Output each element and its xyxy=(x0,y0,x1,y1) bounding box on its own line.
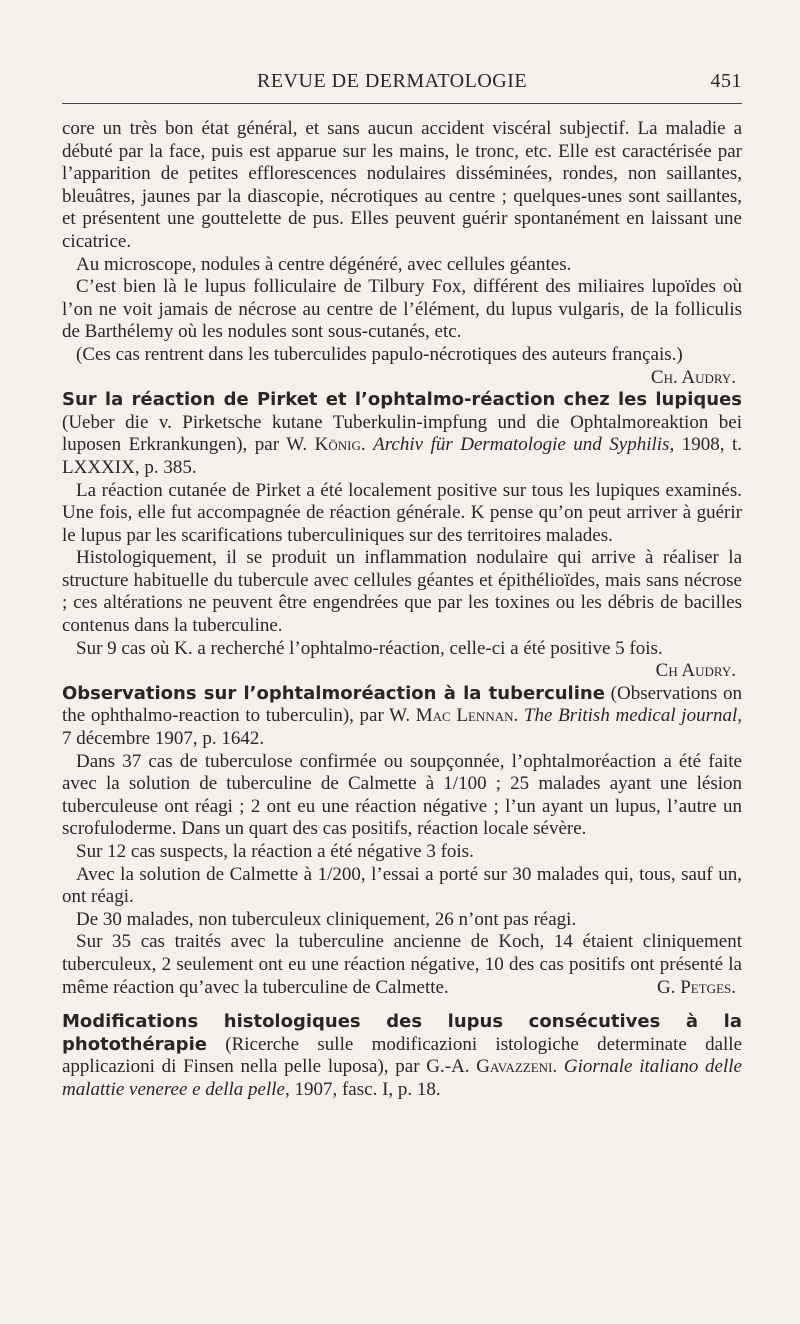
author-signature: Ch Audry. xyxy=(655,660,736,682)
journal-title: REVUE DE DERMATOLOGIE xyxy=(257,70,528,92)
paragraph: Sur 12 cas suspects, la réaction a été négative 3 fois. xyxy=(76,841,474,862)
paragraph: Histologiquement, il se produit un inflammation nodulaire qui arrive à réaliser la structure habituelle du tubercule avec cellules géantes et épithélioïdes, mais sans nécrose ; ces altérations ne peuvent être engendrées que par les toxines ou les débris de bacilles contenus dans la tuberculine. xyxy=(62,547,742,637)
paragraph xyxy=(62,343,742,388)
article-title: Sur la réaction de Pirket et l’ophtalmo-réaction chez les lupiques xyxy=(62,389,742,411)
article-citation: (Observations on the ophthalmo-reaction to tuberculin), par W. xyxy=(62,682,742,727)
article-title: Observations sur l’ophtalmoréaction à la tuberculine xyxy=(62,682,605,704)
citation-details: 7 décembre 1907, p. 1642. xyxy=(62,728,265,750)
paragraph: Au microscope, nodules à centre dégénéré, avec cellules géantes. xyxy=(76,253,572,275)
journal-name: Archiv für Dermatologie und Syphilis, xyxy=(373,434,675,456)
article-author: Gavazzeni xyxy=(476,1056,553,1078)
paragraph: C’est bien là le lupus folliculaire de Tilbury Fox, différent des miliaires lupoïdes où l’on ne voit jamais de nécrose au centre de l’élément, du lupus vulgaris, de la folliculis de Barthélemy où les nodules sont sous-cutanés, etc. xyxy=(62,276,742,343)
paragraph-text: Sur 9 cas où K. a recherché l’ophtalmo-réaction, celle-ci a été positive 5 fois. xyxy=(76,637,663,659)
paragraph-text: Sur 35 cas traités avec la tuberculine ancienne de Koch, 14 étaient cliniquement tuberculeux, 2 seulement ont eu une réaction négative, 10 des cas positifs ont présenté la même réaction qu’avec la tuberculine de Calmette. xyxy=(62,931,742,998)
paragraph: Dans 37 cas de tuberculose confirmée ou soupçonnée, l’ophtalmoréaction a été faite avec la solution de tuberculine de Calmette à 1/100 ; 25 malades ayant une lésion tuberculeuse ont réagi ; 2 ont eu une réaction négative ; l’un ayant un lupus, l’autre un scrofuloderme. Dans un quart des cas positifs, réaction locale sévère. xyxy=(62,750,742,840)
body-text xyxy=(62,118,742,1102)
paragraph-text: (Ces cas rentrent dans les tuberculides papulo-nécrotiques des auteurs français.) xyxy=(76,343,683,365)
journal-name: The British medical journal, xyxy=(523,705,743,727)
page-number: 451 xyxy=(710,70,742,92)
paragraph: De 30 malades, non tuberculeux cliniquement, 26 n’ont pas réagi. xyxy=(76,908,577,930)
article-author: Mac Lennan xyxy=(415,705,514,727)
author-signature: G. Petges. xyxy=(657,976,736,998)
article-heading xyxy=(62,683,742,751)
article-heading xyxy=(62,389,742,479)
article-citation: (Ueber die v. Pirketsche kutane Tuberkulin-impfung und die Ophtalmoreaktion bei luposen Erkrankungen), par W. xyxy=(62,411,742,456)
journal-name: Giornale italiano delle malattie veneree e della pelle, xyxy=(62,1056,742,1100)
citation-separator: . xyxy=(360,434,374,456)
citation-separator: . xyxy=(513,705,524,727)
paragraph: La réaction cutanée de Pirket a été localement positive sur tous les lupiques examinés. Une fois, elle fut accompagnée de réaction générale. K pense qu’on peut arriver à guérir le lupus par les scarifications tuberculiniques sur des territoires malades. xyxy=(62,479,742,546)
author-signature: Ch. Audry. xyxy=(650,366,736,388)
article-title: Modifications histologiques des lupus consécutives à la photothérapie xyxy=(62,1011,742,1055)
citation-separator: . xyxy=(552,1056,564,1078)
header-rule xyxy=(62,103,742,104)
running-header xyxy=(62,64,742,94)
paragraph xyxy=(62,931,742,999)
article-heading xyxy=(62,1011,742,1101)
paragraph: core un très bon état général, et sans aucun accident viscéral subjectif. La maladie a débuté par la face, puis est apparue sur les mains, le tronc, etc. Elle est caractérisée par l’apparition de petites efflorescences nodulaires disséminées, rondes, non saillantes, bleuâtres, jaunes par la diascopie, nécrotiques au centre ; quelques-unes sont saillantes, et présentent une gouttelette de pus. Elles peuvent guérir spontanément en laissant une cicatrice. xyxy=(62,118,742,252)
article-author: König xyxy=(314,434,361,456)
citation-details: 1908, t. LXXXIX, p. 385. xyxy=(62,434,742,478)
paragraph: Avec la solution de Calmette à 1/200, l’essai a porté sur 30 malades qui, tous, sauf un, ont réagi. xyxy=(62,863,742,908)
paragraph xyxy=(62,637,742,682)
article-citation: (Ricerche sulle modificazioni istologiche determinate dalle applicazioni di Finsen nella pelle luposa), par G.-A. xyxy=(62,1033,742,1078)
citation-details: 1907, fasc. I, p. 18. xyxy=(289,1078,441,1100)
